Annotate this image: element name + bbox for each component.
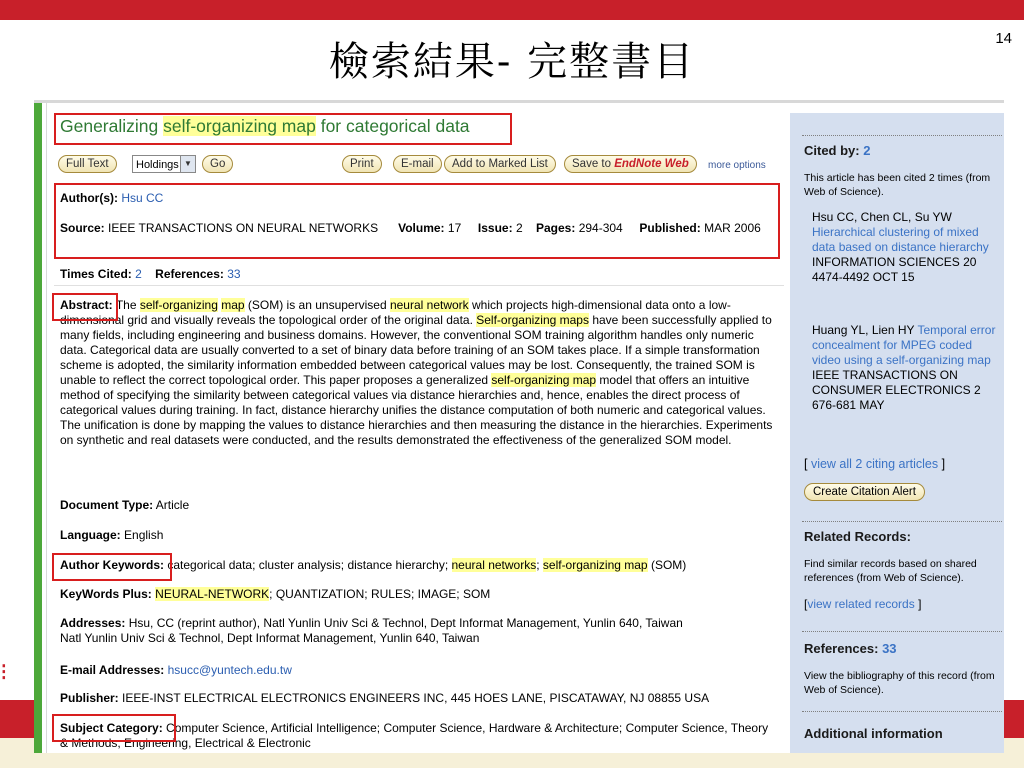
chevron-down-icon: ▼	[180, 156, 195, 172]
references-side-label: References:	[804, 641, 879, 656]
title-highlight: self-organizing map	[163, 116, 316, 136]
slide-page-number: 14	[995, 30, 1012, 47]
keywords-text: (SOM)	[647, 558, 687, 572]
abstract-text: which projects high-dimensional data onto a low-dimensional grid and visually reveals the topological order of the original data.	[60, 298, 731, 327]
authors-label: Author(s):	[60, 191, 118, 205]
published-label: Published:	[639, 221, 701, 235]
divider	[802, 521, 1002, 522]
keywords-plus-label: KeyWords Plus:	[60, 587, 152, 601]
language-label: Language:	[60, 528, 121, 542]
print-button[interactable]: Print	[342, 155, 382, 173]
divider	[54, 285, 784, 286]
divider	[802, 631, 1002, 632]
citing-authors: Huang YL, Lien HY	[812, 323, 915, 337]
times-cited-label: Times Cited:	[60, 267, 132, 281]
pages-label: Pages:	[535, 221, 576, 235]
published-value: MAR 2006	[704, 221, 761, 235]
addresses-row	[60, 616, 775, 646]
email-label: E-mail Addresses:	[60, 663, 165, 677]
references-header	[804, 642, 897, 656]
addresses-label: Addresses:	[60, 616, 126, 630]
document-type-value: Article	[155, 498, 190, 512]
abstract-text: (SOM) is an unsupervised	[244, 298, 390, 312]
record-sidebar	[790, 113, 1004, 753]
cited-note: This article has been cited 2 times (from Web of Science).	[804, 172, 991, 198]
abstract-highlight: neural network	[389, 298, 469, 312]
citing-authors: Hsu CC, Chen CL, Su YW	[812, 210, 952, 224]
times-cited-link[interactable]: 2	[135, 267, 142, 281]
citing-article	[812, 323, 1002, 413]
document-type-row	[60, 498, 775, 513]
holdings-value: Holdings	[136, 159, 179, 171]
green-accent-bar	[34, 103, 42, 753]
author-keywords-label: Author Keywords:	[60, 558, 165, 572]
abstract-highlight: self-organizing	[139, 298, 218, 312]
volume-value: 17	[447, 221, 462, 235]
slide-title: 檢索結果- 完整書目	[328, 39, 696, 85]
abstract-highlight: self-organizing map	[491, 373, 597, 387]
view-related-records-link[interactable]: view related records	[807, 597, 915, 611]
holdings-select[interactable]	[132, 155, 196, 173]
email-row	[60, 663, 775, 678]
full-record-panel	[54, 103, 784, 753]
abstract-highlight: map	[221, 298, 245, 312]
abstract-callout-box	[52, 293, 118, 321]
email-link[interactable]: hsucc@yuntech.edu.tw	[167, 663, 292, 677]
create-citation-alert-button[interactable]: Create Citation Alert	[804, 483, 925, 501]
record-screenshot	[34, 100, 1004, 753]
keywords-plus-highlight: NEURAL-NETWORK	[155, 587, 270, 601]
title-callout-box	[54, 113, 512, 145]
cited-by-count-link[interactable]: 2	[863, 143, 871, 158]
subject-callout-box	[52, 714, 176, 742]
subject-category-value: Computer Science, Artificial Intelligence; Computer Science, Hardware & Architecture; Computer Science, Theory & Methods; Engineering, Electrical & Electronic	[60, 721, 769, 750]
publisher-row	[60, 691, 775, 706]
save-to-endnote-button[interactable]	[564, 155, 697, 173]
source-label: Source:	[60, 221, 105, 235]
more-options-link[interactable]: more options	[708, 160, 766, 171]
slide-top-bar	[0, 0, 1024, 20]
citing-article	[812, 210, 1002, 285]
citation-callout-box	[54, 183, 780, 259]
keywords-callout-box	[52, 553, 172, 581]
issue-value: 2	[515, 221, 523, 235]
document-type-label: Document Type:	[60, 498, 154, 512]
view-all-citing-link[interactable]: view all 2 citing articles	[810, 457, 939, 471]
go-button[interactable]: Go	[202, 155, 233, 173]
pages-value: 294-304	[578, 221, 623, 235]
slide-decoration-icon: ⁝	[0, 659, 8, 686]
keywords-text: ;	[536, 558, 543, 572]
citing-source: INFORMATION SCIENCES 20 4474-4492 OCT 15	[812, 255, 977, 284]
keywords-plus-value: ; QUANTIZATION; RULES; IMAGE; SOM	[269, 587, 491, 601]
keywords-text: categorical data; cluster analysis; distance hierarchy;	[167, 558, 452, 572]
references-link[interactable]: 33	[227, 267, 241, 281]
references-label: References:	[155, 267, 224, 281]
related-records-header: Related Records:	[804, 529, 911, 544]
title-part: for categorical data	[315, 116, 470, 136]
additional-information-header: Additional information	[804, 726, 943, 741]
left-rule	[46, 103, 47, 753]
keywords-highlight: neural networks	[451, 558, 537, 572]
issue-label: Issue:	[477, 221, 513, 235]
divider	[802, 135, 1002, 136]
address-line: Hsu, CC (reprint author), Natl Yunlin Univ Sci & Technol, Dept Informat Management, Yunlin 640, Taiwan	[128, 616, 683, 630]
citing-title-link[interactable]: Hierarchical clustering of mixed data based on distance hierarchy	[812, 225, 989, 254]
address-line: Natl Yunlin Univ Sci & Technol, Dept Informat Management, Yunlin 640, Taiwan	[60, 631, 480, 645]
email-button[interactable]: E-mail	[393, 155, 442, 173]
abstract-label: Abstract:	[60, 298, 113, 312]
view-all-citing: [ view all 2 citing articles ]	[804, 457, 946, 471]
keywords-plus-row	[60, 587, 775, 602]
language-value: English	[124, 528, 164, 542]
cited-by-header	[804, 144, 870, 158]
keywords-highlight: self-organizing map	[542, 558, 648, 572]
record-toolbar	[58, 155, 778, 175]
view-related: [view related records ]	[804, 597, 922, 611]
volume-label: Volume:	[398, 221, 445, 235]
abstract-text: model that offers an intuitive method of specifying the similarity between categorical values via distance hierarchies and, hence, enables the direct process of categorical values during training. In fact, distance hierarchy unifies the distance computation of both numeric and categorical values. The unification is done by mapping the values to distance hierarchies and then measuring the distance in the hierarchies. Experiments on synthetic and real datasets were conducted, and the results demonstrated the effectiveness of the generalized SOM model.	[60, 373, 773, 447]
full-text-button[interactable]: Full Text	[58, 155, 117, 173]
abstract-text: have been successfully applied to many fields, including engineering and business domains. However, the conventional SOM training algorithm handles only numeric data. Categorical data are usually converted to a set of binary data before training of an SOM takes place. If a simple transformation scheme is adopted, the similarity information embedded between categorical values may be lost. Consequently, the trained SOM is unable to reflect the correct topological order. This paper proposes a generalized	[60, 313, 772, 387]
related-note: Find similar records based on shared references (from Web of Science).	[804, 558, 977, 584]
references-count-link[interactable]: 33	[882, 641, 897, 656]
publisher-value: IEEE-INST ELECTRICAL ELECTRONICS ENGINEERS INC, 445 HOES LANE, PISCATAWAY, NJ 08855 USA	[122, 691, 710, 705]
citing-source: IEEE TRANSACTIONS ON CONSUMER ELECTRONICS 2 676-681 MAY	[812, 368, 981, 412]
title-part: Generalizing	[60, 116, 164, 136]
add-to-marked-list-button[interactable]: Add to Marked List	[444, 155, 556, 173]
references-note: View the bibliography of this record (from Web of Science).	[804, 670, 995, 696]
abstract-row	[60, 298, 775, 448]
subject-category-label: Subject Category:	[60, 721, 163, 735]
author-link[interactable]: Hsu CC	[121, 191, 164, 205]
source-value: IEEE TRANSACTIONS ON NEURAL NETWORKS	[108, 221, 379, 235]
abstract-highlight: Self-organizing maps	[476, 313, 589, 327]
save-to-label: Save to	[572, 158, 615, 170]
divider	[802, 711, 1002, 712]
publisher-label: Publisher:	[60, 691, 119, 705]
cited-by-label: Cited by:	[804, 143, 860, 158]
endnote-logo: EndNote Web	[614, 158, 689, 170]
times-cited-row	[60, 267, 775, 282]
language-row	[60, 528, 775, 543]
citing-title-link[interactable]: Temporal error concealment for MPEG coded video using a self-organizing map	[812, 323, 996, 367]
abstract-text: The	[115, 298, 140, 312]
